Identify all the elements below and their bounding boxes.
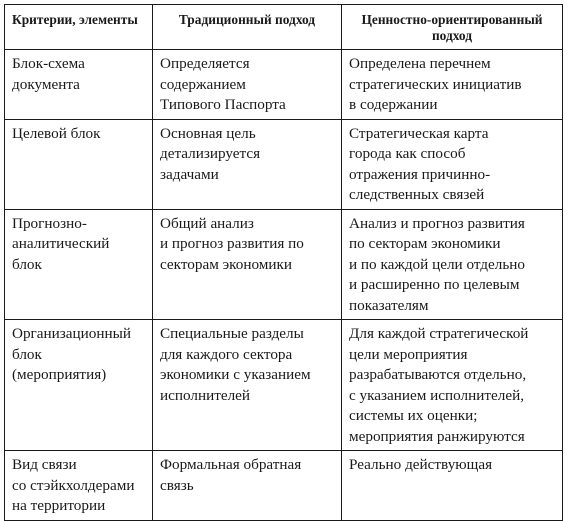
- header-row: [5, 5, 563, 50]
- table-row: [5, 50, 563, 120]
- traditional-cell: Определяется содержанием Типового Паспорта: [153, 50, 342, 120]
- criteria-cell: Организационный блок (мероприятия): [5, 320, 153, 451]
- criteria-cell: Блок-схема документа: [5, 50, 153, 120]
- table-row: [5, 451, 563, 521]
- value-oriented-cell: Для каждой стратегической цели мероприятия разрабатываются отдельно, с указанием исполнителей, системы их оценки; мероприятия ранжируются: [342, 320, 563, 451]
- value-oriented-cell: Стратегическая карта города как способ отражения причинно- следственных связей: [342, 119, 563, 209]
- header-value-oriented-approach: Ценностно-ориентированный подход: [342, 5, 563, 50]
- criteria-cell: Прогнозно- аналитический блок: [5, 209, 153, 320]
- value-oriented-cell: Определена перечнем стратегических инициатив в содержании: [342, 50, 563, 120]
- table-header: [5, 5, 563, 50]
- table-body: [5, 50, 563, 521]
- criteria-cell: Вид связи со стэйкхолдерами на территории: [5, 451, 153, 521]
- traditional-cell: Формальная обратная связь: [153, 451, 342, 521]
- traditional-cell: Общий анализ и прогноз развития по секторам экономики: [153, 209, 342, 320]
- traditional-cell: Основная цель детализируется задачами: [153, 119, 342, 209]
- criteria-cell: Целевой блок: [5, 119, 153, 209]
- value-oriented-cell: Реально действующая: [342, 451, 563, 521]
- table-row: [5, 209, 563, 320]
- table-row: [5, 320, 563, 451]
- value-oriented-cell: Анализ и прогноз развития по секторам экономики и по каждой цели отдельно и расширенно по целевым показателям: [342, 209, 563, 320]
- traditional-cell: Специальные разделы для каждого сектора экономики с указанием исполнителей: [153, 320, 342, 451]
- header-traditional-approach: Традиционный подход: [153, 5, 342, 50]
- table-row: [5, 119, 563, 209]
- header-criteria: Критерии, элементы: [5, 5, 153, 50]
- comparison-table: [4, 4, 563, 521]
